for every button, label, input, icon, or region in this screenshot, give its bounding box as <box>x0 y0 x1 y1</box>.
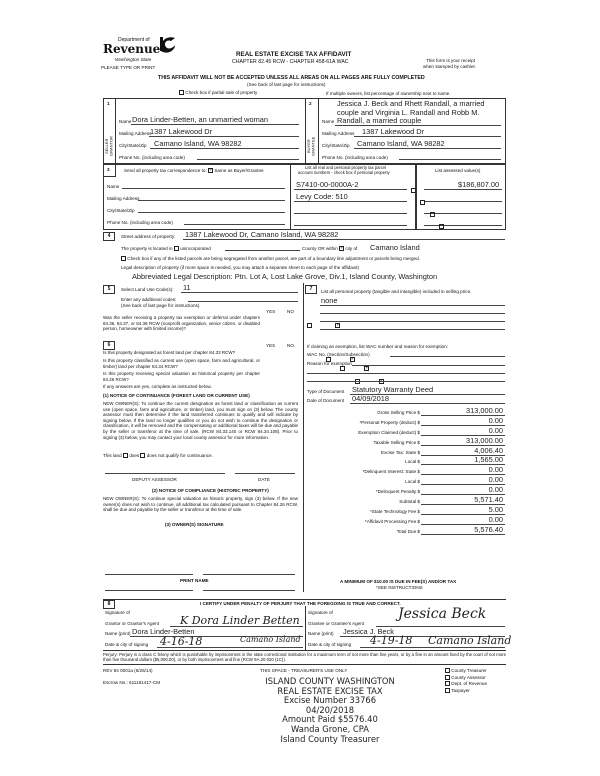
legal-description[interactable]: Abbreviated Legal Description: Ptn. Lot A, Lost Lake Grove, Div.1, Island County, Washington <box>132 272 438 281</box>
sec6-yes-header: YES <box>266 343 276 348</box>
stamp-title: Island County Treasurer <box>280 733 380 744</box>
property-city[interactable]: Camano Island <box>370 243 420 252</box>
assessed-header: List assessed value(s) <box>435 168 481 173</box>
tax-value[interactable]: 313,000.00 <box>466 406 503 415</box>
current-use-yes-checkbox[interactable] <box>340 366 345 371</box>
seller-name-label: Name <box>119 119 132 124</box>
seller-addr-label: Mailing Address <box>119 131 152 136</box>
section-3-num: 3 <box>107 167 110 172</box>
tax-value[interactable]: 5,571.40 <box>474 495 503 504</box>
treasurer-stamp <box>235 677 425 744</box>
receipt-note-2: when stamped by cashier. <box>423 64 477 69</box>
doc-date-label: Date of Document <box>307 398 345 403</box>
does-not-qualify-checkbox[interactable] <box>140 453 145 458</box>
current-use-question: Is this property classified as current use (open space, farm and agricultural, or timber) land per chapter 84.34 RCW? <box>103 358 260 369</box>
stamp-line: ISLAND COUNTY WASHINGTON <box>265 676 395 686</box>
certify-statement: I CERTIFY UNDER PENALTY OF PERJURY THAT THE FOREGOING IS TRUE AND CORRECT. <box>200 601 401 606</box>
seller-phone-field[interactable] <box>197 159 299 160</box>
grantee-signature[interactable]: Jessica Beck <box>398 606 487 622</box>
tax-label: *State Technology Fee $ <box>370 509 420 514</box>
tax-value[interactable]: 0.00 <box>488 465 503 474</box>
deputy-assessor-label: DEPUTY ASSESSOR <box>132 477 177 482</box>
tax-label: Gross Selling Price $ <box>377 410 420 415</box>
form-title: REAL ESTATE EXCISE TAX AFFIDAVIT <box>236 51 352 58</box>
land-use-code[interactable]: 11 <box>183 283 191 292</box>
tax-value[interactable]: 313,000.00 <box>466 436 503 445</box>
wac-field[interactable] <box>390 356 505 357</box>
same-as-buyer-checkbox[interactable] <box>208 168 213 173</box>
owner-sig-line-2[interactable] <box>203 574 295 575</box>
assessed-value-1[interactable]: $186,807.00 <box>458 180 500 189</box>
tax-label: Local $ <box>405 479 420 484</box>
section-1-num: 1 <box>107 101 110 106</box>
parcel-number-2[interactable]: Levy Code: 510 <box>296 192 348 201</box>
tax-value[interactable]: 0.00 <box>488 485 503 494</box>
buyer-addr-label: Mailing Address <box>322 131 355 136</box>
partial-sale <box>179 90 257 95</box>
current-use-no-checkbox[interactable] <box>364 366 369 371</box>
exemption-no-checkbox[interactable] <box>335 323 340 328</box>
logo-state: Washington State <box>115 57 152 62</box>
segregated-row <box>121 256 420 261</box>
property-street[interactable]: 1387 Lakewood Dr, Camano Island, WA 98282 <box>185 230 339 239</box>
corr-name-field[interactable] <box>122 188 285 189</box>
doc-date[interactable]: 04/09/2018 <box>352 394 389 403</box>
tax-label: *Delinquent Penalty $ <box>375 489 420 494</box>
grantor-date-label: Date & city of signing <box>105 642 149 647</box>
copy-distribution <box>445 668 487 694</box>
tax-label: Subtotal $ <box>399 499 420 504</box>
buyer-label: BUYER GRANTEE <box>306 136 316 156</box>
notice-compliance-title: (2) NOTICE OF COMPLIANCE (HISTORIC PROPERTY) <box>152 488 269 493</box>
copy-label: Dept. of Revenue <box>451 681 488 686</box>
form-chapter: CHAPTER 82.45 RCW - CHAPTER 458-61A WAC <box>232 59 349 65</box>
stamp-date: 04/20/2018 <box>305 704 355 715</box>
partial-sale-label: Check box if partial sale of property <box>185 90 258 95</box>
does-not-label: does not qualify for continuance. <box>146 453 213 458</box>
corr-addr-field[interactable] <box>138 200 285 201</box>
segregated-checkbox[interactable] <box>121 256 126 261</box>
tax-label: *Delinquent Interest: State $ <box>362 469 420 474</box>
exemption-question: Was the seller receiving a property tax exemption or deferral under chapters 84.36, 84.37, or 84.38 RCW (nonprofit organization, senior citizen, or disabled person, homeowner with limited income)? <box>103 315 260 332</box>
grantee-sign-date[interactable]: 4-19-18 <box>370 634 413 647</box>
section-4-num: 4 <box>103 232 115 241</box>
doc-type[interactable]: Statutory Warranty Deed <box>352 385 434 394</box>
unincorporated-checkbox[interactable] <box>174 246 179 251</box>
grantor-name[interactable]: Dora Linder-Betten <box>132 627 195 636</box>
does-label: does <box>129 453 140 458</box>
copy-label: County Treasurer <box>451 668 487 673</box>
seller-city-label: City/State/Zip <box>119 143 147 148</box>
notice-compliance-text: NEW OWNER(S): To continue special valuation as historic property, sign (3) below. If the new owner(s) does not wish to continue, all additional tax calculated pursuant to Chapter 84.26 RCW, shall be due and payable by the seller or transferor at the time of sale. <box>103 496 298 513</box>
seller-address[interactable]: 1387 Lakewood Dr <box>150 127 213 136</box>
print-name-line-2[interactable] <box>203 590 295 591</box>
additional-codes-label: Enter any additional codes: <box>121 297 177 302</box>
wac-label: WAC No. (Section/Subsection) <box>307 352 370 357</box>
stamp-excise-number: Excise Number 33766 <box>283 695 377 706</box>
reason-field[interactable] <box>352 365 505 366</box>
section-2-num: 2 <box>309 101 312 106</box>
additional-codes-field[interactable] <box>188 301 298 302</box>
parcel-header-2: account numbers - check box if personal property <box>298 170 390 175</box>
doc-type-label: Type of Document <box>307 389 345 394</box>
street-label: Street address of property: <box>121 234 176 239</box>
seller-city[interactable]: Camano Island, WA 98282 <box>154 139 242 148</box>
logo-revenue: Revenue <box>103 42 161 56</box>
grantee-sign-city[interactable]: Camano Island <box>428 634 512 647</box>
grantor-name-label: Name (print) <box>105 631 131 636</box>
corr-city-label: City/State/Zip <box>107 208 135 213</box>
owner-sig-line-1[interactable] <box>105 574 193 575</box>
deputy-date-line[interactable] <box>235 473 295 474</box>
notice-continuance-title: (1) NOTICE OF CONTINUANCE (FOREST LAND OR CURRENT USE) <box>103 393 250 398</box>
send-label: Send all property tax correspondence to: <box>124 168 207 173</box>
qualify-row <box>103 453 213 458</box>
deputy-signature-line[interactable] <box>105 473 225 474</box>
county-assessor-checkbox[interactable] <box>445 675 450 680</box>
located-in-label: The property is located in <box>121 246 173 251</box>
tax-value[interactable]: 1,565.00 <box>474 455 503 464</box>
city-of-label: city of <box>345 246 358 251</box>
corr-phone-field[interactable] <box>184 224 285 225</box>
section-5-num: 5 <box>103 285 115 294</box>
buyer-address[interactable]: 1387 Lakewood Dr <box>362 127 425 136</box>
exemption-intro: If claiming an exemption, list WAC number and reason for exemption: <box>307 344 449 349</box>
multiple-owners-note: If multiple owners, list percentage of ownership next to name. <box>326 91 451 96</box>
buyer-phone-label: Phone No. (including area code) <box>322 155 388 160</box>
tax-label: Local $ <box>405 459 420 464</box>
seller-name[interactable]: Dora Linder-Betten, an unmarried woman <box>132 115 268 124</box>
print-name-line-1[interactable] <box>105 590 193 591</box>
assessed-column <box>416 164 506 230</box>
section-6-num: 6 <box>103 341 115 350</box>
personal-property-label: List all personal property (tangible and intangible) included in selling price. <box>321 289 472 294</box>
historic-question: Is this property receiving special valuation as historical property per chapter 84.26 RCW? <box>103 371 260 382</box>
grantor-sign-city[interactable]: Camano Island <box>240 635 301 644</box>
grantor-sig-of: Signature of <box>105 610 130 615</box>
tax-value[interactable]: 4,006.40 <box>474 446 503 455</box>
county-field[interactable] <box>225 250 300 251</box>
grantee-name-label: Name (print) <box>308 631 334 636</box>
grantee-name[interactable]: Jessica J. Beck <box>343 627 394 636</box>
stamp-treasurer: Wanda Grone, CPA <box>290 723 370 734</box>
buyer-name-line2[interactable]: couple and Virginia L. Randall and Robb M. <box>337 108 480 117</box>
perjury-notice: Perjury: Perjury is a class C felony which is punishable by imprisonment in the state correctional institution for a maximum term of not more than five years, or by a fine in an amount fixed by the court of not more than five thousand dollars ($5,000.00), or by both imprisonment and fine (RCW 9A.20.020 (1C)). <box>103 652 506 663</box>
tax-value[interactable]: 0.00 <box>488 426 503 435</box>
owner-signature-label: (3) OWNER(S) SIGNATURE <box>165 522 224 527</box>
please-type: PLEASE TYPE OR PRINT <box>101 65 156 70</box>
sec6-no-header: NO <box>287 343 294 348</box>
grantor-sign-date[interactable]: 4-16-18 <box>160 635 203 648</box>
warning: THIS AFFIDAVIT WILL NOT BE ACCEPTED UNLESS ALL AREAS ON ALL PAGES ARE FULLY COMPLETED <box>158 75 425 81</box>
dor-swirl-icon <box>157 33 179 55</box>
buyer-city[interactable]: Camano Island, WA 98282 <box>357 139 445 148</box>
tax-label: *Affidavit Processing Fee $ <box>364 519 420 524</box>
grantor-agent-label: Grantor or Grantor's Agent <box>105 621 159 626</box>
grantor-signature[interactable]: K Dora Linder Betten <box>180 614 300 627</box>
reason-label: Reason for exemption <box>307 361 352 366</box>
located-in-row <box>121 246 211 251</box>
county-or-label: County OR within <box>302 246 338 251</box>
see-back: (See back of last page for instructions) <box>247 82 326 87</box>
notice-continuance-text: NEW OWNER(S): To continue the current designation as forest land or classification as current use (open space, farm and agriculture, or timber) land, you must sign on (3) below. The county assessor must then determine if the land transferred continues to qualify and will indicate by signing below. If the land no longer qualifies or you do not wish to continue the designation or classification, it will be removed and the compensating or additional taxes will be due and payable by the seller or transferor at the time of sale. (RCW 84.33.140 or RCW 84.34.108). Prior to signing (3) below, you may contact your local county assessor for more information. <box>103 401 298 440</box>
unincorporated-label: unincorporated <box>180 246 211 251</box>
no-header: NO <box>287 309 294 314</box>
yes-header: YES <box>266 309 276 314</box>
seller-label: SELLER GRANTOR <box>104 136 114 156</box>
treasurer-use-label: THIS SPACE - TREASURER'S USE ONLY <box>260 668 348 673</box>
county-treasurer-checkbox[interactable] <box>445 668 450 673</box>
grantee-date-label: Date & city of signing <box>308 642 352 647</box>
qualify-label: This land <box>103 453 122 458</box>
parcel-header: List all real and personal property tax parcel <box>305 165 387 170</box>
logo-dept: Department of <box>118 37 150 43</box>
corr-name-label: Name <box>107 184 120 189</box>
tax-value[interactable]: 5,576.40 <box>474 525 503 534</box>
tax-label: Total Due $ <box>396 529 420 534</box>
additional-codes-note: (See back of last page for instructions) <box>121 303 200 308</box>
same-as-buyer-label: Same as Buyer/Grantee <box>214 168 264 173</box>
tax-line <box>421 534 505 535</box>
tax-label: *Personal Property (deduct) $ <box>359 420 420 425</box>
city-row <box>302 246 357 251</box>
corr-phone-label: Phone No. (including area code) <box>107 220 173 225</box>
buyer-name-line3[interactable]: Randall, a married couple <box>337 116 422 125</box>
print-name-label: PRINT NAME <box>180 578 209 583</box>
copy-label: County Assessor <box>451 674 486 680</box>
does-qualify-checkbox[interactable] <box>123 453 128 458</box>
copy-label: Taxpayer <box>451 687 470 693</box>
section-8-num: 8 <box>103 600 115 609</box>
corr-city-field[interactable] <box>138 212 285 213</box>
deputy-date-label: DATE <box>258 477 270 482</box>
minimum-due-note: A MINIMUM OF $10.00 IS DUE IN FEE(S) AND/OR TAX <box>340 579 457 584</box>
exemption-yes-checkbox[interactable] <box>307 323 312 328</box>
receipt-note: This form is your receipt <box>426 58 476 63</box>
tax-label: Excise Tax: State $ <box>381 450 420 455</box>
tax-label: Taxable Selling Price $ <box>373 440 420 445</box>
personal-property-value[interactable]: none <box>321 296 338 305</box>
see-instructions: *SEE INSTRUCTIONS <box>376 585 423 590</box>
stamp-amount: Amount Paid $5576.40 <box>282 714 378 725</box>
form-revision: REV 84 0001a (6/26/14) <box>103 668 153 673</box>
forest-land-question: Is this property designated as forest land per chapter 84.33 RCW? <box>103 350 236 355</box>
escrow-number: Escrow No.: 611181417-CM <box>103 680 161 685</box>
legal-label: Legal description of property (if more space is needed, you may attach a separate sheet to each page of the affidavit) <box>121 265 359 270</box>
tax-value[interactable]: 0.00 <box>488 475 503 484</box>
tax-value[interactable]: 0.00 <box>488 416 503 425</box>
tax-value[interactable]: 0.00 <box>488 515 503 524</box>
segregated-label: Check box if any of the listed parcels are being segregated from another parcel, are part of a boundary line adjustment or parcels being merged. <box>127 256 420 261</box>
taxpayer-checkbox[interactable] <box>445 688 450 693</box>
if-yes-note: If any answers are yes, complete as instructed below. <box>103 384 212 389</box>
buyer-name-line1[interactable]: Jessica J. Beck and Rhett Randall, a married <box>337 99 485 108</box>
stamp-line: REAL ESTATE EXCISE TAX <box>277 685 383 696</box>
tax-label: Exemption Claimed (deduct) $ <box>358 430 420 435</box>
tax-value[interactable]: 5.00 <box>488 505 503 514</box>
partial-sale-checkbox[interactable] <box>179 90 184 95</box>
corr-addr-label: Mailing Address <box>107 196 140 201</box>
send-correspondence <box>124 168 264 173</box>
section-7-num: 7 <box>305 285 317 294</box>
dept-revenue-checkbox[interactable] <box>445 681 450 686</box>
land-use-label: Select Land Use Code(s): <box>121 287 174 292</box>
buyer-phone-field[interactable] <box>399 159 501 160</box>
seller-phone-label: Phone No. (including area code) <box>119 155 185 160</box>
buyer-city-label: City/State/Zip <box>322 143 350 148</box>
grantee-agent-label: Grantee or Grantee's Agent <box>308 621 365 626</box>
parcel-number-1[interactable]: S7410-00-0000A-2 <box>296 180 359 189</box>
within-city-checkbox[interactable] <box>339 246 344 251</box>
buyer-name-label: Name <box>322 119 335 124</box>
grantee-sig-of: Signature of <box>308 610 333 615</box>
